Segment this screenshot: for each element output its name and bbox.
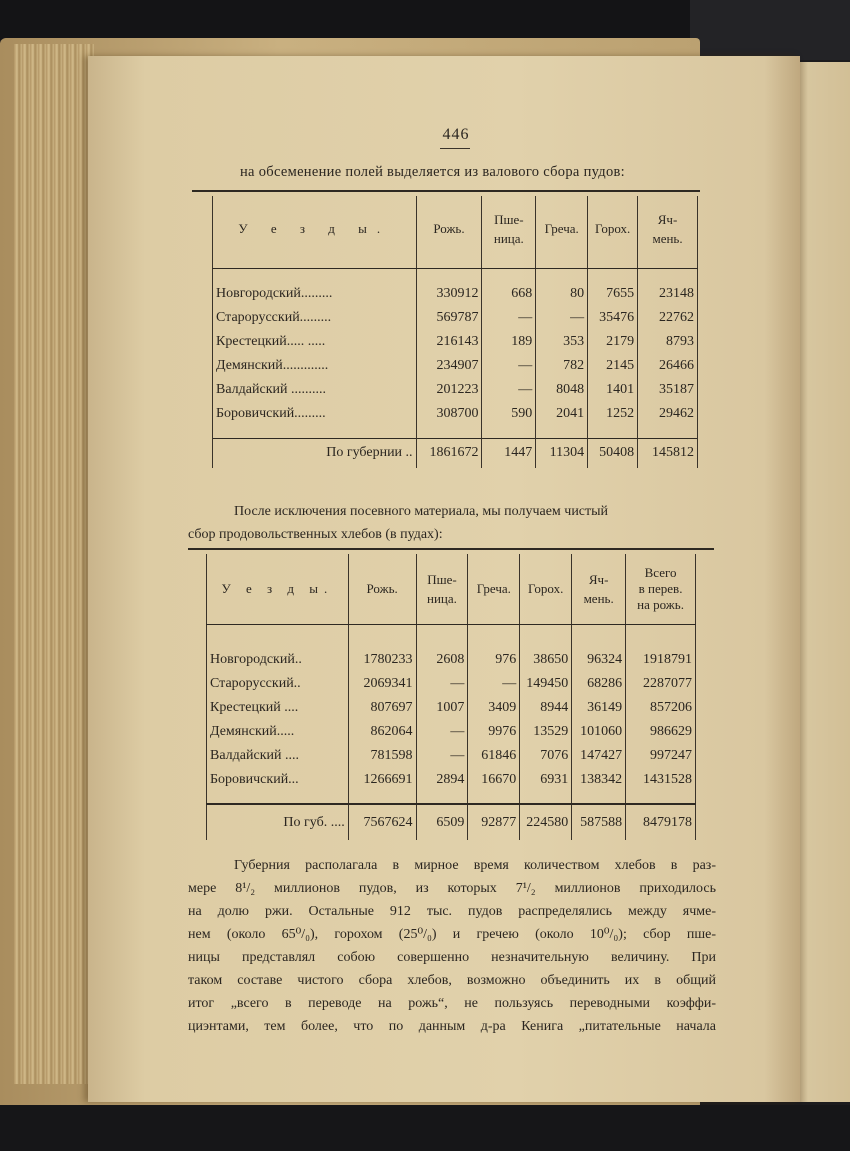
book-page-stack — [14, 44, 94, 1084]
table2-header-district: У е з д ы. — [207, 554, 349, 624]
rye-equivalent-total: 2287077 — [626, 672, 696, 696]
page-number: 446 — [442, 126, 470, 143]
barley-value: 36149 — [572, 696, 626, 720]
peas-value: 35476 — [588, 306, 638, 330]
background-dark-bottom — [0, 1105, 850, 1151]
table1-header-rye: Рожь. — [416, 196, 482, 262]
table2-header-barley-1: Яч- — [588, 571, 609, 587]
table1-header-row — [213, 196, 698, 262]
buckwheat-value: 2041 — [536, 402, 588, 426]
table2-header-peas: Горох. — [520, 554, 572, 624]
table-row — [207, 672, 696, 696]
barley-value: 23148 — [638, 282, 698, 306]
rye-equivalent-total: 1918791 — [626, 648, 696, 672]
table2-header-total-3: на рожь. — [637, 597, 684, 613]
table-row — [207, 648, 696, 672]
table-row — [213, 354, 698, 378]
buckwheat-value: 80 — [536, 282, 588, 306]
barley-value: 138342 — [572, 768, 626, 792]
rye-value: 1780233 — [348, 648, 416, 672]
table-row — [207, 744, 696, 768]
table2-header-barley — [572, 554, 626, 624]
table-row — [207, 720, 696, 744]
table2-header-wheat — [416, 554, 468, 624]
buckwheat-value: 353 — [536, 330, 588, 354]
wheat-value: — — [416, 720, 468, 744]
peas-value: 38650 — [520, 648, 572, 672]
peas-value: 2179 — [588, 330, 638, 354]
wheat-value: — — [482, 306, 536, 330]
table2-header-row — [207, 554, 696, 624]
buckwheat-value: 3409 — [468, 696, 520, 720]
district-name: Валдайский .... — [207, 744, 349, 768]
wheat-value: — — [416, 672, 468, 696]
rye-value: 216143 — [416, 330, 482, 354]
table1-header-wheat — [482, 196, 536, 262]
wheat-total: 6509 — [416, 804, 468, 840]
rye-value: 862064 — [348, 720, 416, 744]
buckwheat-value: 16670 — [468, 768, 520, 792]
total-label: По губернии .. — [213, 438, 417, 468]
barley-total: 587588 — [572, 804, 626, 840]
barley-value: 22762 — [638, 306, 698, 330]
wheat-value: 189 — [482, 330, 536, 354]
table2-header-buckwheat: Греча. — [468, 554, 520, 624]
net-harvest-table — [206, 554, 696, 840]
paragraph-line: на долю ржи. Остальные 912 тыс. пудов распределялись между ячме- — [188, 904, 716, 919]
page-content — [88, 56, 800, 1102]
next-page-edge — [794, 62, 850, 1102]
peas-value: 7655 — [588, 282, 638, 306]
district-name: Боровичский... — [207, 768, 349, 792]
wheat-value: — — [482, 354, 536, 378]
table2-header-total — [626, 554, 696, 624]
rye-equivalent-total: 997247 — [626, 744, 696, 768]
wheat-value: 590 — [482, 402, 536, 426]
peas-value: 1401 — [588, 378, 638, 402]
buckwheat-value: 61846 — [468, 744, 520, 768]
district-name: Валдайский .......... — [213, 378, 417, 402]
table-row — [207, 768, 696, 792]
paragraph-line: мере 8¹/₂ миллионов пудов, из которых 7¹/₂ миллионов приходилось — [188, 881, 716, 896]
intro-line: на обсеменение полей выделяется из валового сбора пудов: — [240, 164, 625, 180]
table2-header-wheat-1: Пше- — [427, 571, 457, 587]
paragraph-line: нем (около 65⁰/₀), горохом (25⁰/₀) и гречею (около 10⁰/₀); сбор пше- — [188, 927, 716, 942]
total-label: По губ. .... — [207, 804, 349, 840]
buckwheat-total: 92877 — [468, 804, 520, 840]
district-name: Крестецкий .... — [207, 696, 349, 720]
district-name: Новгородский.. — [207, 648, 349, 672]
rye-total: 7567624 — [348, 804, 416, 840]
paragraph-line: После исключения посевного материала, мы получаем чистый — [234, 504, 609, 519]
table1-top-rule — [192, 190, 700, 192]
wheat-value: 668 — [482, 282, 536, 306]
rye-equivalent-total: 1431528 — [626, 768, 696, 792]
table2-top-rule — [188, 548, 714, 550]
rye-equivalent-total: 986629 — [626, 720, 696, 744]
rye-value: 807697 — [348, 696, 416, 720]
barley-value: 29462 — [638, 402, 698, 426]
wheat-value: 2608 — [416, 648, 468, 672]
buckwheat-value: 782 — [536, 354, 588, 378]
table1-header-rule — [212, 268, 698, 269]
peas-value: 1252 — [588, 402, 638, 426]
paragraph-line: таком составе чистого сбора хлебов, возможно объединить их в общий — [188, 973, 716, 988]
table1-header-peas: Горох. — [588, 196, 638, 262]
peas-value: 6931 — [520, 768, 572, 792]
wheat-value: — — [482, 378, 536, 402]
district-name: Демянский..... — [207, 720, 349, 744]
rye-value: 1266691 — [348, 768, 416, 792]
barley-value: 147427 — [572, 744, 626, 768]
peas-value: 8944 — [520, 696, 572, 720]
spacer — [213, 262, 417, 282]
paragraph-line: Губерния располагала в мирное время количеством хлебов в раз- — [234, 858, 716, 873]
rye-total: 1861672 — [416, 438, 482, 468]
paragraph-line: ницы представлял собою совершенно незначительную величину. При — [188, 950, 716, 965]
peas-total: 50408 — [588, 438, 638, 468]
paragraph-line: итог „всего в переводе на рожь“, не пользуясь переводными коэффи- — [188, 996, 716, 1011]
table-row — [207, 696, 696, 720]
district-name: Старорусский......... — [213, 306, 417, 330]
wheat-value: — — [416, 744, 468, 768]
table1-header-barley-1: Яч- — [657, 211, 678, 227]
paragraph-conclusion — [188, 854, 716, 1038]
table2-header-total-2: в перев. — [638, 580, 683, 596]
district-name: Крестецкий..... ..... — [213, 330, 417, 354]
background-dark-corner — [690, 0, 850, 60]
buckwheat-value: 9976 — [468, 720, 520, 744]
peas-value: 149450 — [520, 672, 572, 696]
table2-header-barley-2: мень. — [583, 591, 614, 606]
paragraph-line: циэнтами, тем более, что по данным д-ра Кенига „питательные начала — [188, 1019, 716, 1034]
seed-table — [212, 196, 698, 468]
table2-header-wheat-2: ница. — [427, 591, 457, 606]
page-number-underline — [440, 148, 470, 149]
spacer — [207, 624, 349, 648]
rye-value: 330912 — [416, 282, 482, 306]
buckwheat-value: — — [536, 306, 588, 330]
peas-value: 2145 — [588, 354, 638, 378]
barley-value: 35187 — [638, 378, 698, 402]
barley-total: 145812 — [638, 438, 698, 468]
district-name: Демянский............. — [213, 354, 417, 378]
table1-header-buckwheat: Греча. — [536, 196, 588, 262]
rye-equivalent-grand-total: 8479178 — [626, 804, 696, 840]
peas-value: 7076 — [520, 744, 572, 768]
wheat-value: 1007 — [416, 696, 468, 720]
paragraph-intro-table2 — [188, 500, 716, 546]
table1-header-wheat-1: Пше- — [494, 211, 524, 227]
table2-total-row — [207, 804, 696, 840]
rye-value: 234907 — [416, 354, 482, 378]
table-row — [213, 378, 698, 402]
barley-value: 8793 — [638, 330, 698, 354]
table2-header-rule — [206, 624, 696, 625]
barley-value: 68286 — [572, 672, 626, 696]
district-name: Новгородский......... — [213, 282, 417, 306]
rye-value: 2069341 — [348, 672, 416, 696]
rye-value: 201223 — [416, 378, 482, 402]
buckwheat-total: 11304 — [536, 438, 588, 468]
rye-value: 308700 — [416, 402, 482, 426]
rye-value: 781598 — [348, 744, 416, 768]
peas-total: 224580 — [520, 804, 572, 840]
district-name: Боровичский......... — [213, 402, 417, 426]
buckwheat-value: 976 — [468, 648, 520, 672]
barley-value: 96324 — [572, 648, 626, 672]
paragraph-line: сбор продовольственных хлебов (в пудах): — [188, 527, 443, 542]
table1-header-wheat-2: ница. — [493, 231, 524, 246]
barley-value: 26466 — [638, 354, 698, 378]
buckwheat-value: 8048 — [536, 378, 588, 402]
table-row — [213, 282, 698, 306]
table1-header-barley-2: мень. — [652, 231, 683, 246]
table1-header-barley — [638, 196, 698, 262]
buckwheat-value: — — [468, 672, 520, 696]
table-row — [213, 330, 698, 354]
wheat-value: 2894 — [416, 768, 468, 792]
table1-header-district: У е з д ы. — [213, 196, 417, 262]
rye-equivalent-total: 857206 — [626, 696, 696, 720]
district-name: Старорусский.. — [207, 672, 349, 696]
table2-header-rye: Рожь. — [348, 554, 416, 624]
rye-value: 569787 — [416, 306, 482, 330]
table2-header-total-1: Всего — [644, 564, 677, 580]
barley-value: 101060 — [572, 720, 626, 744]
wheat-total: 1447 — [482, 438, 536, 468]
table1-total-row — [213, 438, 698, 468]
table-row — [213, 306, 698, 330]
table-row — [213, 402, 698, 426]
peas-value: 13529 — [520, 720, 572, 744]
